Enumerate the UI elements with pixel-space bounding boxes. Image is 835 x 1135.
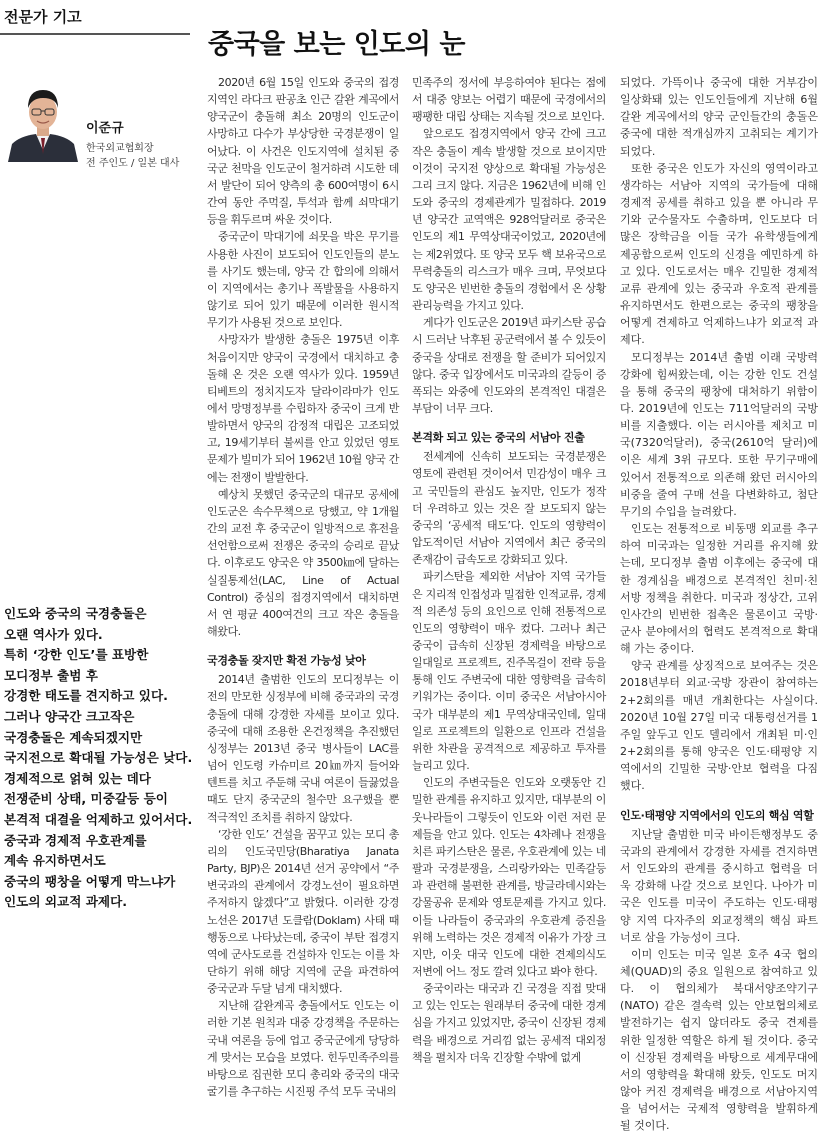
article-paragraph: 앞으로도 접경지역에서 양국 간에 크고 작은 충돌이 계속 발생할 것으로 보이지만 이것이 국지전 양상으로 확대될 가능성은 그리 크지 않다. 지금은 1962년에 비해 인도와 중국의 경제관계가 밀접하다. 2019년 양국간 교역액은 928억달러로 중국은 인도의 제1 무역상대국이었고, 2020년에는 제2위였다. 또 양국 모두 핵 보유국으로 무력충돌의 리스크가 매우 크며, 무엇보다도 양국은 빈번한 충돌의 경험에서 온 상황관리능력을 가지고 있다. <box>412 127 606 313</box>
article-column-1 <box>207 74 399 1114</box>
article-paragraph: 인도의 주변국들은 인도와 오랫동안 긴밀한 관계를 유지하고 있지만, 대부분의 이웃나라들이 그렇듯이 인도와 이런 저런 문제들을 안고 있다. 인도는 4차례나 전쟁을 치른 파키스탄은 물론, 우호관계에 있는 네팔과 국경분쟁을, 스리랑카와는 민족갈등과 관련해 불편한 관계를, 방글라데시와는 강물공유 문제와 영토문제를 가지고 있다. 이들 나라들이 중국과의 우호관계 증진을 위해 노력하는 것은 경제적 이유가 가장 크지만, 이웃 대국 인도에 대한 견제의식도 저변에 어느 정도 깔려 있다고 봐야 한다. <box>412 776 606 978</box>
article-paragraph: 2020년 6월 15일 인도와 중국의 접경지역인 라다크 판공초 인근 갈완 계곡에서 양국군이 충돌해 최소 20명의 인도군이 사망하고 다수가 부상당한 국경분쟁이 일어났다. 이 사건은 인도지역에 설치된 중국군 천막을 인도군이 철거하려 시도한 데서 발단이 되어 양측의 총 600여명이 6시간여 동안 주먹질, 투석과 함께 쇠막대기 등을 휘두르며 싸운 것이다. <box>207 76 399 227</box>
section-label: 전문가 기고 <box>4 8 82 26</box>
article-headline: 중국을 보는 인도의 눈 <box>208 29 465 60</box>
section-subheading: 본격화 되고 있는 중국의 서남아 진출 <box>412 431 585 445</box>
article-paragraph: 지난해 갈완계곡 충돌에서도 인도는 이러한 기본 원칙과 대중 강경책을 주문하는 국내 여론을 등에 업고 중국군에게 당당하게 맞서는 모습을 보였다. 힌두민족주의를 바탕으로 집권한 모디 총리와 중국의 대국굴기를 추구하는 시진핑 주석 모두 국내의 <box>207 999 399 1099</box>
article-paragraph: 예상치 못했던 중국군의 대규모 공세에 인도군은 속수무책으로 당했고, 약 1개월 간의 교전 후 중국군이 일방적으로 휴전을 선언함으로써 전쟁은 중국의 승리로 끝났다. 이후로도 양국은 약 3500㎞에 달하는 실질통제선(LAC, Line of Actual Control) 중심의 접경지역에서 대치하면서 연 평균 400여건의 크고 작은 충돌을 해왔다. <box>207 487 399 638</box>
pull-quote <box>4 604 200 913</box>
pull-quote-line: 그러나 양국간 크고작은 <box>4 708 135 724</box>
author-name: 이준규 <box>86 121 124 136</box>
section-subheading: 인도·태평양 지역에서의 인도의 핵심 역할 <box>620 808 814 822</box>
section-subheading: 국경충돌 잦지만 확전 가능성 낮아 <box>207 654 366 668</box>
pull-quote-line: 국지전으로 확대될 가능성은 낮다. <box>4 750 193 766</box>
article-paragraph: ‘강한 인도’ 건설을 꿈꾸고 있는 모디 총리의 인도국민당(Bharatiya Janata Party, BJP)은 2014년 선거 공약에서 “주변국과의 관계에서 강경노선이 필요하면 주저하지 않겠다”고 밝혔다. 이러한 강경노선은 2017년 도클람(Doklam) 사태 때 행동으로 나타났는데, 중국이 부탄 접경지역에 군사도로를 건설하자 인도는 이를 차단하기 위해 해당 지역에 군을 파견하여 중국군과 두달 넘게 대치했다. <box>207 827 399 996</box>
section-divider <box>0 33 190 35</box>
article-paragraph: 지난달 출범한 미국 바이든행정부도 중국과의 관계에서 강경한 자세를 견지하면서 인도와의 관계를 중시하고 협력을 더욱 강화해 나갈 것으로 보인다. 나아가 미국은 인도를 미국이 주도하는 인도·태평양 지역 다자주의 외교정책의 핵심 파트너로 삼을 가능성이 크다. <box>620 827 818 944</box>
article-paragraph: 인도는 전통적으로 비동맹 외교를 추구하여 미국과는 일정한 거리를 유지해 왔는데, 모디정부 출범 이후에는 중국에 대한 경계심을 배경으로 본격적인 친미·친서방 정책을 취한다. 미국과 정상간, 고위 인사간의 빈번한 접촉은 물론이고 국방·군사 분야에서의 협력도 본격적으로 확대해 가는 중이다. <box>620 522 818 656</box>
author-former-title: 전 주인도 / 일본 대사 <box>86 158 180 169</box>
article-paragraph: 이미 인도는 미국 일본 호주 4국 협의체(QUAD)의 중요 일원으로 참여하고 있다. 이 협의체가 북대서양조약기구(NATO) 같은 결속력 있는 안보협의체로 발전하기는 쉽지 않더라도 중국 견제를 위한 일정한 역할은 하게 될 것이다. 중국이 신장된 경제력을 바탕으로 세계무대에서의 영향력을 확대해 왔듯, 인도도 머지않아 커진 경제력을 배경으로 서남아지역을 넘어서는 국제적 영향력을 발휘하게 될 것이다. <box>620 947 818 1133</box>
article-paragraph: 중국이라는 대국과 긴 국경을 직접 맞대고 있는 인도는 원래부터 중국에 대한 경계심을 가지고 있었지만, 중국이 신장된 경제력을 배경으로 거리낌 없는 공세적 대외정책을 펼치자 더욱 긴장할 수밖에 없게 <box>412 982 606 1064</box>
article-paragraph: 사망자가 발생한 충돌은 1975년 이후 처음이지만 양국이 국경에서 대치하고 충돌해 온 것은 오랜 역사가 있다. 1959년 티베트의 정치지도자 달라이라마가 인도에서 망명정부를 수립하자 중국이 크게 반발하면서 양국의 감정적 대립은 고조되었고, 19세기부터 불씨를 안고 있었던 영토문제가 빌미가 되어 1962년 10월 양국 간에는 전쟁이 발발한다. <box>207 333 399 484</box>
pull-quote-line: 인도와 중국의 국경충돌은 <box>4 606 147 621</box>
article-paragraph: 양국 관계를 상징적으로 보여주는 것은 2018년부터 외교·국방 장관이 참여하는 2+2회의를 매년 개최한다는 사실이다. 2020년 10월 27일 미국 대통령선거를 1주일 앞두고 인도 델리에서 개최된 미·인 2+2회의를 통해 양국은 인도·태평양 지역에서의 긴밀한 국방·안보 협력을 다짐했다. <box>620 659 818 793</box>
article-paragraph: 되었다. 가뜩이나 중국에 대한 거부감이 일상화돼 있는 인도인들에게 지난해 6월 갈완 계곡에서의 양국 군인들간의 충돌은 중국에 대한 적개심까지 고취되는 계기가 되었다. <box>620 76 818 158</box>
pull-quote-line: 인도의 외교적 과제다. <box>4 894 128 910</box>
article-paragraph: 2014년 출범한 인도의 모디정부는 이전의 만모한 싱정부에 비해 중국과의 국경충돌에 대해 강경한 자세를 보이고 있다. 중국에 대해 조용한 온건정책을 추진했던 싱정부는 2013년 중국 병사들이 LAC를 넘어 인도령 카슈미르 20㎞까지 들어와 텐트를 치고 주둔해 국내 여론이 들끓었을 때도 단지 중국군의 철수만 요구했을 뿐 적극적인 조치를 취하지 않았다. <box>207 673 399 824</box>
pull-quote-line: 중국과 경제적 우호관계를 <box>4 832 147 848</box>
pull-quote-line: 특히 ‘강한 인도’를 표방한 <box>4 647 149 663</box>
article-column-3 <box>620 74 818 1133</box>
author-info <box>86 117 179 171</box>
article-column-2 <box>412 74 606 1114</box>
author-photo <box>6 78 80 162</box>
pull-quote-line: 모디정부 출범 후 <box>4 667 98 683</box>
pull-quote-line: 경제적으로 얽혀 있는 데다 <box>4 770 151 786</box>
article-paragraph: 중국군이 막대기에 쇠못을 박은 무기를 사용한 사진이 보도되어 인도인들의 분노를 사기도 했는데, 양국 간 합의에 의해서 이 지역에서는 총기나 폭발물을 사용하지 않기로 되어 있기 때문에 이러한 원시적 무기가 사용된 것으로 보인다. <box>207 230 399 330</box>
pull-quote-line: 국경충돌은 계속되겠지만 <box>4 729 143 745</box>
article-paragraph: 민족주의 정서에 부응하여야 된다는 점에서 대중 양보는 어렵기 때문에 국경에서의 팽팽한 대립 상태는 지속될 것으로 보인다. <box>412 76 606 124</box>
article-paragraph: 모디정부는 2014년 출범 이래 국방력 강화에 힘써왔는데, 이는 강한 인도 건설을 통해 중국의 팽창에 대처하기 위함이다. 2019년에 인도는 711억달러의 국방비를 지출했다. 이는 러시아를 제치고 미국(7320억달러), 중국(2610억 달러)에 이은 세계 3위 규모다. 또한 무기구매에 있어서 전통적으로 의존해 왔던 러시아의 비중을 줄여 구매 선을 다변화하고, 첨단무기의 수입을 늘려왔다. <box>620 350 818 518</box>
pull-quote-line: 강경한 태도를 견지하고 있다. <box>4 688 168 704</box>
pull-quote-line: 계속 유지하면서도 <box>4 853 106 869</box>
article-paragraph: 전세계에 신속히 보도되는 국경분쟁은 영토에 관련된 것이어서 민감성이 매우 크고 국민들의 관심도 높지만, 인도가 정작 더 우려하고 있는 것은 잘 보도되지 않는 중국의 ‘공세적 태도’다. 인도의 영향력이 압도적이던 서남아 지역에서 최근 중국의 존재감이 급속도로 강화되고 있다. <box>412 450 606 567</box>
pull-quote-line: 중국의 팽창을 어떻게 막느냐가 <box>4 873 176 889</box>
article-paragraph: 파키스탄을 제외한 서남아 지역 국가들은 지리적 인접성과 밀접한 인적교류, 경제적 의존성 등의 요인으로 인해 전통적으로 인도의 영향력이 매우 컸다. 그러나 최근 중국이 급속히 신장된 경제력을 바탕으로 일대일로 프로젝트, 진주목걸이 전략 등을 통해 인도 주변국에 대한 영향력을 급속히 키워가는 중이다. 이미 중국은 서남아시아 국가 대부분의 제1 무역상대국인데, 일대일로 프로젝트의 일환으로 인프라 건설을 위한 차관을 공격적으로 제공하고 투자를 늘리고 있다. <box>412 570 606 773</box>
pull-quote-line: 본격적 대결을 억제하고 있어서다. <box>4 811 193 827</box>
article-paragraph: 게다가 인도군은 2019년 파키스탄 공습 시 드러난 낙후된 공군력에서 볼 수 있듯이 중국을 상대로 전쟁을 할 준비가 되어있지 않다. 중국 입장에서도 미국과의 갈등이 증폭되는 와중에 인도와의 본격적인 대결은 부담이 너무 크다. <box>412 316 606 415</box>
author-title: 한국외교협회장 <box>86 143 154 154</box>
pull-quote-line: 오랜 역사가 있다. <box>4 626 103 642</box>
pull-quote-line: 전쟁준비 상태, 미중갈등 등이 <box>4 791 168 807</box>
article-paragraph: 또한 중국은 인도가 자신의 영역이라고 생각하는 서남아 지역의 국가들에 대해 경제적 공세를 취하고 있을 뿐 아니라 무기와 군수물자도 수출하며, 인도보다 더 많은 장학금을 이들 국가 유학생들에게 제공함으로써 인도의 신경을 예민하게 하고 있다. 인도로서는 매우 긴밀한 경제적 교류 관계에 있는 중국과 우호적 관계를 유지하면서도 한편으로는 중국의 팽창을 어떻게 견제하고 억제하느냐가 외교적 과제다. <box>620 161 818 347</box>
